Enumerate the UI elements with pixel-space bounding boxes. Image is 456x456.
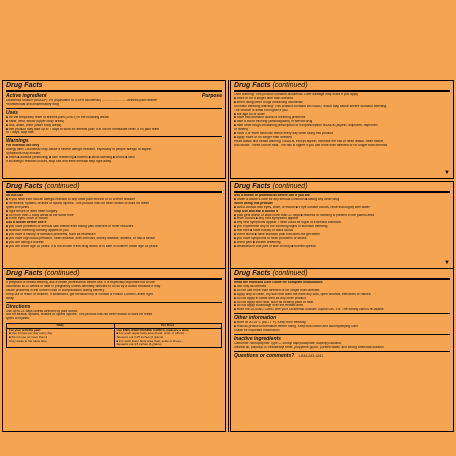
- warning-line: ■ weakness in one part or side of body ■ slurred speech: [234, 244, 317, 248]
- questions-header: Questions or comments?: [234, 352, 295, 359]
- table-row: Squeeze out 4.5 inches (4 grams): [7, 343, 221, 347]
- uses-line: ■ for the temporary relief of arthritis pain (ONLY) in the following areas:: [6, 115, 110, 119]
- warnings-line: Symptoms may include:: [6, 152, 41, 156]
- warning-line: ■ apply more or for longer than directed: [234, 135, 292, 139]
- directions-line: ■ do not use more than directed or for longer than directed: [234, 288, 320, 292]
- other-info-line: Guide for important information.: [234, 329, 281, 333]
- other-info-line: ■ read all product information before using. Keep this carton and accompanying User: [234, 325, 359, 329]
- warning-line: or others): [234, 128, 249, 132]
- warnings-header: Warnings: [6, 138, 29, 145]
- warning-line: ■ on more than 2 body areas at the same time: [6, 213, 74, 217]
- uses-line: ■ foot, ankle, knee (lower body areas): [6, 123, 62, 127]
- table-row: ■ Use 4 times per day every day ■ For each upper body area (hand, wrist, or elbow) –: [9, 331, 187, 336]
- panel-title: Drug Facts (continued): [6, 270, 80, 277]
- panel-title: Drug Facts (continued): [6, 183, 80, 190]
- drug-facts-panel-6: [230, 268, 454, 432]
- column-header-daily: Daily: [7, 324, 115, 328]
- panel-title: Drug Facts (continued): [234, 82, 308, 89]
- table-row: For your arthritis pain: Use ENCLOSED DOSING CARD to measure a dose: [9, 327, 189, 332]
- warning-line: ■ you have a history of stomach problems, such as heartburn: [6, 233, 96, 237]
- warning-line: ■ for strains, sprains, bruises or sports injuries. This product has not been shown to work for these: [6, 201, 150, 205]
- pregnancy-line: If pregnant or breast-feeding, ask a health professional before use. It is especially important not to use: [6, 281, 155, 284]
- uses-line: ■ this product may take up to 7 days to work for arthritis pain; it is not for immediate relief. If no pain relief: [6, 127, 159, 131]
- inactive-ingredients-line: mineral oil, polyoxyl 20 cetostearyl ether, propylene glycol, purified water, and strong ammonia solution: [234, 345, 384, 349]
- inactive-ingredients-header: Inactive ingredients: [234, 335, 281, 342]
- warning-line: ■ chest pain ■ trouble breathing: [234, 240, 281, 244]
- warning-line: ■ under a doctor's care for any serious condition ■ taking any other drug: [234, 197, 340, 201]
- drug-facts-panel-4: [230, 181, 454, 269]
- directions-line: ■ apply only to clean, dry skin that does not have any cuts, open wounds, infections or rashes: [234, 292, 371, 296]
- warning-line: ■ in the eyes, nose or mouth: [6, 217, 48, 221]
- when-using-header: When using this product: [234, 201, 273, 205]
- uses-header: Uses: [6, 109, 18, 116]
- warning-line: ■ when using other drugs containing diclofenac: [234, 100, 303, 104]
- warning-line: ■ vomit blood ■ have stomach pain that does not get better: [234, 233, 321, 237]
- dosing-table: [6, 323, 222, 348]
- warning-line: ■ you have symptoms of heart problems or stroke: [234, 236, 307, 240]
- phone-number: 1-844-243-1241: [298, 353, 324, 358]
- pregnancy-line: cause problems in the unborn child or complications during delivery.: [6, 288, 105, 292]
- active-ingredient-header: Active ingredient Purpose: [6, 93, 222, 99]
- directions-header: Directions: [6, 303, 31, 310]
- active-ingredient-line: Diclofenac sodium (NSAID*) 1% (equivalent to 0.93% diclofenac) ........................... Arthritis pain reliever: [6, 99, 158, 102]
- warning-line: ■ you have high blood pressure, heart disease, liver cirrhosis, kidney disease, asthma, or had a stroke: [6, 236, 155, 240]
- uses-line: in 7 days, stop use.: [6, 131, 35, 135]
- panel-title: Drug Facts (continued): [234, 183, 308, 190]
- arrow-down-icon: ▼: [444, 170, 450, 176]
- user-guide-header: Read the enclosed User Guide for complete instructions:: [234, 281, 324, 284]
- directions-line: ■ store the DOSING CARD with your Diclofenac Sodium Topical Gel, 1%. The dosing card is re-usable.: [234, 308, 385, 312]
- warning-line: ■ have had stomach ulcers or bleeding problems: [234, 116, 306, 120]
- warning-line: ■ you are under age 18 years. It is not known if this drug works or is safe in children under age 18 years.: [6, 244, 159, 248]
- drug-facts-panel-5: [2, 268, 226, 432]
- warning-line: ■ take other drugs containing prescription or nonprescription NSAIDs (aspirin, ibuprofen, naproxen,: [234, 124, 379, 128]
- directions-line: ■ use only as directed: [234, 284, 267, 288]
- warning-line: ■ any new symptoms appear. These could be signs of a serious condition.: [234, 221, 343, 225]
- warning-line: types of injuries: [6, 205, 29, 209]
- warning-line: ■ you experience any of the following signs of stomach bleeding: [234, 225, 328, 229]
- warning-line: ■ avoid contact with eyes, nose, or mouth ■ if eye contact occurs, rinse thoroughly with water: [234, 205, 370, 209]
- table-row: body areas at the same time ■ For each lower body area (foot, ankle or knee) –: [9, 338, 184, 343]
- warnings-line: For external use only: [6, 144, 40, 148]
- keep-out-reach-line: away.: [6, 296, 15, 300]
- center-divider: [228, 80, 229, 432]
- drug-facts-panel-3: [2, 181, 226, 269]
- warning-line: ■ pain gets worse or lasts more than 21 days ■ redness or swelling is present in the painful area: [234, 213, 375, 217]
- table-row: ■ Do not use on more than 2 Squeeze out 2.25 inches (2 grams): [9, 335, 164, 340]
- warning-line: ■ take a blood thinning (anticoagulant) or steroid drug: [234, 120, 313, 124]
- pregnancy-line: diclofenac at 20 weeks or later in pregnancy unless definitely directed to do so by a doctor because it may: [6, 284, 161, 288]
- directions-line: ■ do not apply in same area as any other product: [234, 296, 306, 300]
- column-header-per-dose: Per Dose: [161, 323, 175, 328]
- warnings-line: Allergy alert: Diclofenac may cause a severe allergic reaction, especially in people allergic to aspirin.: [6, 148, 153, 152]
- warning-line: ■ feel faint ■ have bloody or black stools: [234, 229, 293, 233]
- warning-line: ■ are age 60 or older: [234, 112, 265, 116]
- warning-line: Heart attack and stroke warning: NSAIDs, except aspirin, increase the risk of heart attack, heart failure,: [234, 139, 385, 143]
- nsaid-footnote: *nonsteroidal anti-inflammatory drug: [6, 102, 59, 106]
- warning-line: ■ stomach bleeding warning applies to you: [6, 229, 69, 233]
- drug-facts-panel-1: [2, 80, 226, 179]
- warning-line: Liver warning: This product contains diclofenac. Liver damage may occur if you apply: [234, 93, 359, 96]
- directions-line: Use up to 21 days unless directed by your doctor.: [6, 309, 79, 313]
- warning-line: ■ more or for a longer time than directed: [234, 96, 293, 100]
- panel-title: Drug Facts (continued): [234, 270, 308, 277]
- ask-pharmacist-header: Ask a doctor or pharmacist before use if you are: [234, 194, 310, 197]
- inactive-ingredients-line: Carbomer homopolymer Type C, cocoyl caprylocaprate, isopropyl alcohol,: [234, 341, 342, 345]
- ask-doctor-header: Ask a doctor before use if: [6, 221, 47, 225]
- warning-line: ■ have 3 or more alcoholic drinks every day while using this product: [234, 132, 333, 136]
- directions-line: ■ do not apply with heat, such as heating pads or heat: [234, 300, 314, 304]
- warning-line: ■ if you have ever had an allergic reaction to any other pain reliever or to a fever reducer: [6, 197, 135, 201]
- stop-use-header: Stop use and ask a doctor if: [234, 209, 278, 213]
- warning-line: ■ you are taking a diuretic: [6, 240, 44, 244]
- warning-line: and stroke. These can be fatal. The risk is higher if you use more than directed or for longer than directed.: [234, 143, 389, 147]
- other-info-line: ■ store at 20-25°C (68-77°F). Keep from freezing.: [234, 321, 307, 325]
- do-not-use-header: Do not use: [6, 194, 24, 197]
- drug-facts-panel-2: [230, 80, 454, 179]
- warning-line: ■ you have problems or serious side effects from taking pain relievers or fever reducers: [6, 225, 134, 229]
- panel-title: Drug Facts: [6, 82, 43, 89]
- warning-line: ■ right before or after heart surgery: [6, 209, 58, 213]
- questions-row: [231, 353, 453, 359]
- warning-line: ■ fever occurs ■ any new symptoms appear: [234, 217, 299, 221]
- keep-out-reach-line: Keep out of reach of children. If swallowed, get medical help or contact a Poison Control Center right: [6, 292, 153, 296]
- directions-line: Not for strains, sprains, bruises or sports injuries. This product has not been shown to work for these: [6, 313, 153, 317]
- warning-line: The chance is small but higher if you: [234, 108, 288, 112]
- warnings-line: If an allergic reaction occurs, stop use and seek medical help right away.: [6, 159, 112, 163]
- directions-line: types of injuries.: [6, 317, 30, 321]
- arrow-down-icon: ▼: [444, 260, 450, 266]
- uses-line: ■ hand, wrist, elbow (upper body areas): [6, 119, 65, 123]
- warning-line: Stomach bleeding warning: This product contains an NSAID, which may cause severe stomach bleeding.: [234, 104, 388, 108]
- directions-line: ■ do not apply a bandage over the treated area: [234, 304, 303, 308]
- other-info-header: Other information: [234, 315, 277, 322]
- warnings-line: ■ hives ■ asthma (wheezing) ■ skin reddening ■ blisters ■ facial swelling ■ shock ■ rash: [6, 156, 135, 160]
